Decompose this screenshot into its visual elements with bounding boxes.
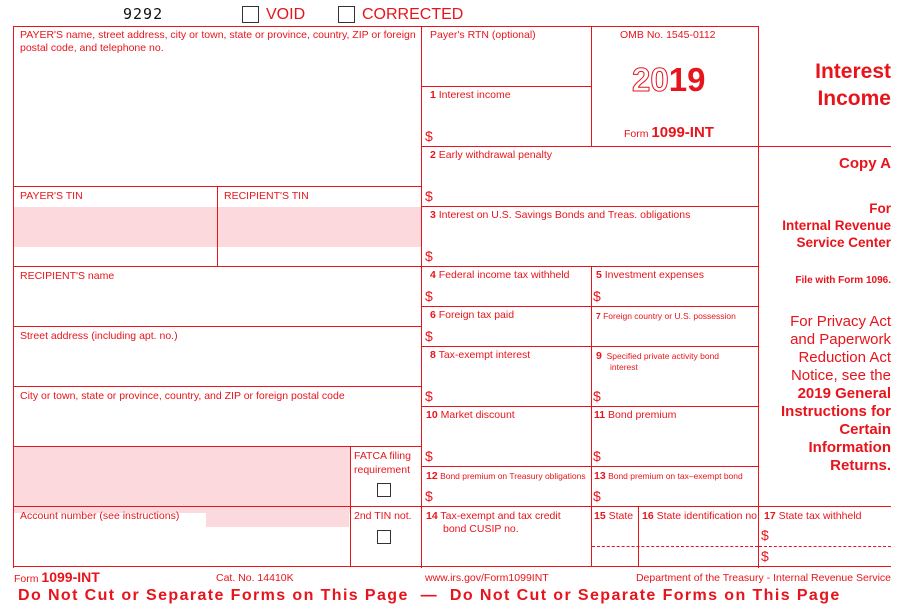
copy-agency-line1: Internal Revenue [782, 218, 891, 233]
second-tin-checkbox[interactable] [377, 530, 391, 544]
account-number-label: Account number (see instructions) [20, 510, 180, 522]
privacy-line2: and Paperwork [790, 331, 891, 348]
void-label: VOID [266, 6, 306, 23]
payer-tin-field[interactable] [14, 207, 217, 247]
box-1-label: 1 Interest income [430, 89, 511, 101]
corrected-checkbox[interactable] [338, 6, 355, 23]
payer-tin-label: PAYER'S TIN [20, 190, 83, 202]
box-13-dollar: $ [593, 488, 601, 504]
box-7-label: 7 Foreign country or U.S. possession [596, 311, 736, 321]
box-5-label: 5 Investment expenses [596, 269, 704, 281]
box-13-label: 13 Bond premium on tax–exempt bond [594, 470, 743, 482]
box-9-dollar: $ [593, 388, 601, 404]
box-3-label: 3 Interest on U.S. Savings Bonds and Treas. obligations [430, 209, 691, 221]
fatca-label-line1: FATCA filing [354, 450, 411, 462]
box-3-dollar: $ [425, 248, 433, 264]
privacy-line3: Reduction Act [798, 349, 891, 366]
corrected-label: CORRECTED [362, 6, 464, 23]
box-1-dollar: $ [425, 128, 433, 144]
box-2-label: 2 Early withdrawal penalty [430, 149, 552, 161]
box-17-label: 17 State tax withheld [764, 510, 862, 522]
instr-line5: Returns. [830, 457, 891, 474]
box-15-label: 15 State [594, 510, 634, 522]
box-17-dollar-2: $ [761, 548, 769, 564]
box-10-label: 10 Market discount [426, 409, 515, 421]
recipient-tin-field[interactable] [218, 207, 421, 247]
form-name-header: Form 1099-INT [624, 124, 714, 141]
shaded-area [14, 447, 350, 513]
instr-line2: Instructions for [780, 403, 891, 420]
title-line1: Interest [815, 60, 891, 83]
privacy-line4: Notice, see the [790, 367, 891, 384]
payer-rtn-label: Payer's RTN (optional) [430, 29, 536, 41]
box-6-dollar: $ [425, 328, 433, 344]
copy-for: For [869, 201, 891, 216]
footer-url: www.irs.gov/Form1099INT [425, 572, 549, 584]
city-label: City or town, state or province, country, and ZIP or foreign postal code [20, 390, 345, 402]
account-number-shade[interactable] [206, 508, 349, 527]
box-14-label: 14 Tax-exempt and tax credit bond CUSIP no. [426, 510, 561, 535]
box-9-label: 9 Specified private activity bond interest [596, 350, 720, 372]
omb-number: OMB No. 1545-0112 [620, 29, 716, 41]
box-11-dollar: $ [593, 448, 601, 464]
fatca-label-line2: requirement [354, 464, 411, 476]
box-16-label: 16 State identification no. [642, 510, 760, 522]
instr-line4: Information [808, 439, 891, 456]
box-4-label: 4 Federal income tax withheld [430, 269, 570, 281]
box-12-dollar: $ [425, 488, 433, 504]
payer-name-label: PAYER'S name, street address, city or town, state or province, country, ZIP or foreign postal code, and telephone no. [20, 29, 416, 54]
box-17-dollar-1: $ [761, 527, 769, 543]
file-with: File with Form 1096. [795, 275, 891, 286]
box-4-dollar: $ [425, 288, 433, 304]
copy-agency-line2: Service Center [796, 235, 891, 250]
box-10-dollar: $ [425, 448, 433, 464]
street-address-label: Street address (including apt. no.) [20, 330, 178, 342]
title-line2: Income [817, 87, 891, 110]
footer-cat-no: Cat. No. 14410K [216, 572, 294, 584]
void-checkbox[interactable] [242, 6, 259, 23]
footer-warning: Do Not Cut or Separate Forms on This Page — Do Not Cut or Separate Forms on This Page [18, 587, 841, 604]
box-2-dollar: $ [425, 188, 433, 204]
recipient-tin-label: RECIPIENT'S TIN [224, 190, 309, 202]
box-12-label: 12 Bond premium on Treasury obligations [426, 470, 586, 482]
privacy-line1: For Privacy Act [790, 313, 891, 330]
instr-line1: 2019 General [797, 385, 891, 402]
box-8-dollar: $ [425, 388, 433, 404]
fatca-checkbox[interactable] [377, 483, 391, 497]
tax-year: 2019 [632, 61, 706, 98]
footer-dept: Department of the Treasury - Internal Revenue Service [635, 572, 891, 584]
box-11-label: 11 Bond premium [594, 409, 677, 421]
copy-name: Copy A [839, 155, 891, 172]
box-6-label: 6 Foreign tax paid [430, 309, 515, 321]
instr-line3: Certain [839, 421, 891, 438]
box-8-label: 8 Tax-exempt interest [430, 349, 531, 361]
recipient-name-label: RECIPIENT'S name [20, 270, 115, 282]
footer-form-name: Form 1099-INT [14, 569, 100, 585]
box-5-dollar: $ [593, 288, 601, 304]
form-code: 9292 [123, 5, 164, 23]
second-tin-label: 2nd TIN not. [354, 510, 412, 522]
